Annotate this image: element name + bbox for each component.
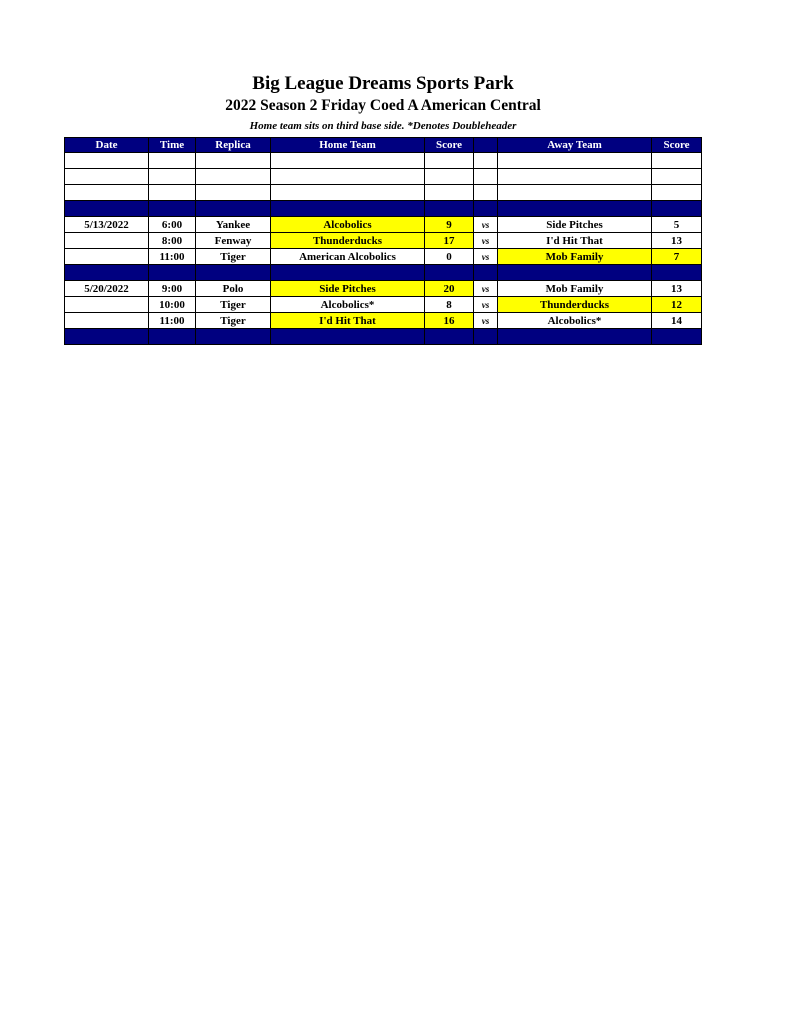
separator-cell (425, 265, 474, 281)
away-team-cell: Thunderducks (498, 297, 652, 313)
separator-cell (498, 265, 652, 281)
col-header-replica: Replica (196, 138, 271, 153)
separator-cell (271, 265, 425, 281)
separator-cell (652, 329, 702, 345)
away-team-cell: Mob Family (498, 281, 652, 297)
separator-row (65, 265, 702, 281)
date-cell (65, 233, 149, 249)
time-cell: 6:00 (149, 217, 196, 233)
time-cell: 9:00 (149, 281, 196, 297)
empty-cell (65, 153, 149, 169)
separator-cell (65, 201, 149, 217)
separator-cell (149, 201, 196, 217)
home-score-cell: 17 (425, 233, 474, 249)
separator-cell (474, 201, 498, 217)
vs-cell: vs (474, 233, 498, 249)
separator-cell (149, 265, 196, 281)
home-team-cell: Alcobolics* (271, 297, 425, 313)
empty-cell (271, 153, 425, 169)
home-team-cell: Side Pitches (271, 281, 425, 297)
away-score-cell: 14 (652, 313, 702, 329)
home-team-cell: Alcobolics (271, 217, 425, 233)
home-team-cell: I'd Hit That (271, 313, 425, 329)
empty-cell (498, 153, 652, 169)
empty-cell (65, 169, 149, 185)
game-row (65, 233, 702, 249)
separator-cell (498, 329, 652, 345)
empty-cell (498, 185, 652, 201)
empty-row (65, 185, 702, 201)
replica-cell: Tiger (196, 249, 271, 265)
empty-cell (474, 169, 498, 185)
separator-cell (65, 329, 149, 345)
replica-cell: Polo (196, 281, 271, 297)
empty-cell (196, 185, 271, 201)
separator-cell (271, 329, 425, 345)
header-row (65, 138, 702, 153)
empty-cell (652, 185, 702, 201)
time-cell: 8:00 (149, 233, 196, 249)
empty-cell (149, 185, 196, 201)
vs-cell: vs (474, 297, 498, 313)
replica-cell: Fenway (196, 233, 271, 249)
away-score-cell: 5 (652, 217, 702, 233)
col-header-date: Date (65, 138, 149, 153)
date-cell (65, 297, 149, 313)
empty-cell (271, 185, 425, 201)
game-row (65, 281, 702, 297)
col-header-time: Time (149, 138, 196, 153)
vs-cell: vs (474, 249, 498, 265)
time-cell: 11:00 (149, 313, 196, 329)
empty-cell (271, 169, 425, 185)
page-note: Home team sits on third base side. *Denotes Doubleheader (249, 120, 517, 132)
empty-cell (425, 185, 474, 201)
empty-cell (498, 169, 652, 185)
separator-cell (65, 265, 149, 281)
empty-cell (652, 169, 702, 185)
separator-cell (149, 329, 196, 345)
empty-cell (652, 153, 702, 169)
empty-cell (425, 153, 474, 169)
date-cell (65, 313, 149, 329)
away-team-cell: Mob Family (498, 249, 652, 265)
home-score-cell: 16 (425, 313, 474, 329)
separator-cell (474, 329, 498, 345)
empty-cell (149, 153, 196, 169)
home-team-cell: American Alcobolics (271, 249, 425, 265)
empty-cell (149, 169, 196, 185)
away-score-cell: 12 (652, 297, 702, 313)
empty-cell (65, 185, 149, 201)
col-header-away-score: Score (652, 138, 702, 153)
separator-cell (196, 329, 271, 345)
separator-cell (271, 201, 425, 217)
vs-cell: vs (474, 217, 498, 233)
separator-cell (196, 201, 271, 217)
schedule-table (64, 137, 702, 345)
empty-cell (474, 185, 498, 201)
empty-cell (196, 169, 271, 185)
game-row (65, 217, 702, 233)
empty-cell (425, 169, 474, 185)
home-score-cell: 8 (425, 297, 474, 313)
replica-cell: Tiger (196, 313, 271, 329)
schedule-body (65, 153, 702, 345)
away-score-cell: 13 (652, 281, 702, 297)
replica-cell: Tiger (196, 297, 271, 313)
away-score-cell: 7 (652, 249, 702, 265)
away-team-cell: Side Pitches (498, 217, 652, 233)
time-cell: 11:00 (149, 249, 196, 265)
replica-cell: Yankee (196, 217, 271, 233)
separator-cell (425, 329, 474, 345)
empty-cell (196, 153, 271, 169)
page-subtitle: 2022 Season 2 Friday Coed A American Central (225, 97, 541, 114)
home-score-cell: 20 (425, 281, 474, 297)
away-team-cell: I'd Hit That (498, 233, 652, 249)
separator-cell (196, 265, 271, 281)
empty-cell (474, 153, 498, 169)
col-header-away-team: Away Team (498, 138, 652, 153)
empty-row (65, 153, 702, 169)
time-cell: 10:00 (149, 297, 196, 313)
empty-row (65, 169, 702, 185)
date-cell: 5/20/2022 (65, 281, 149, 297)
home-score-cell: 9 (425, 217, 474, 233)
date-cell (65, 249, 149, 265)
game-row (65, 249, 702, 265)
separator-row (65, 201, 702, 217)
col-header-vs (474, 138, 498, 153)
away-score-cell: 13 (652, 233, 702, 249)
separator-cell (652, 265, 702, 281)
page-title: Big League Dreams Sports Park (252, 73, 514, 94)
col-header-home-score: Score (425, 138, 474, 153)
vs-cell: vs (474, 281, 498, 297)
separator-cell (498, 201, 652, 217)
home-team-cell: Thunderducks (271, 233, 425, 249)
away-team-cell: Alcobolics* (498, 313, 652, 329)
separator-cell (652, 201, 702, 217)
vs-cell: vs (474, 313, 498, 329)
separator-cell (425, 201, 474, 217)
game-row (65, 297, 702, 313)
home-score-cell: 0 (425, 249, 474, 265)
separator-row (65, 329, 702, 345)
separator-cell (474, 265, 498, 281)
game-row (65, 313, 702, 329)
date-cell: 5/13/2022 (65, 217, 149, 233)
col-header-home-team: Home Team (271, 138, 425, 153)
